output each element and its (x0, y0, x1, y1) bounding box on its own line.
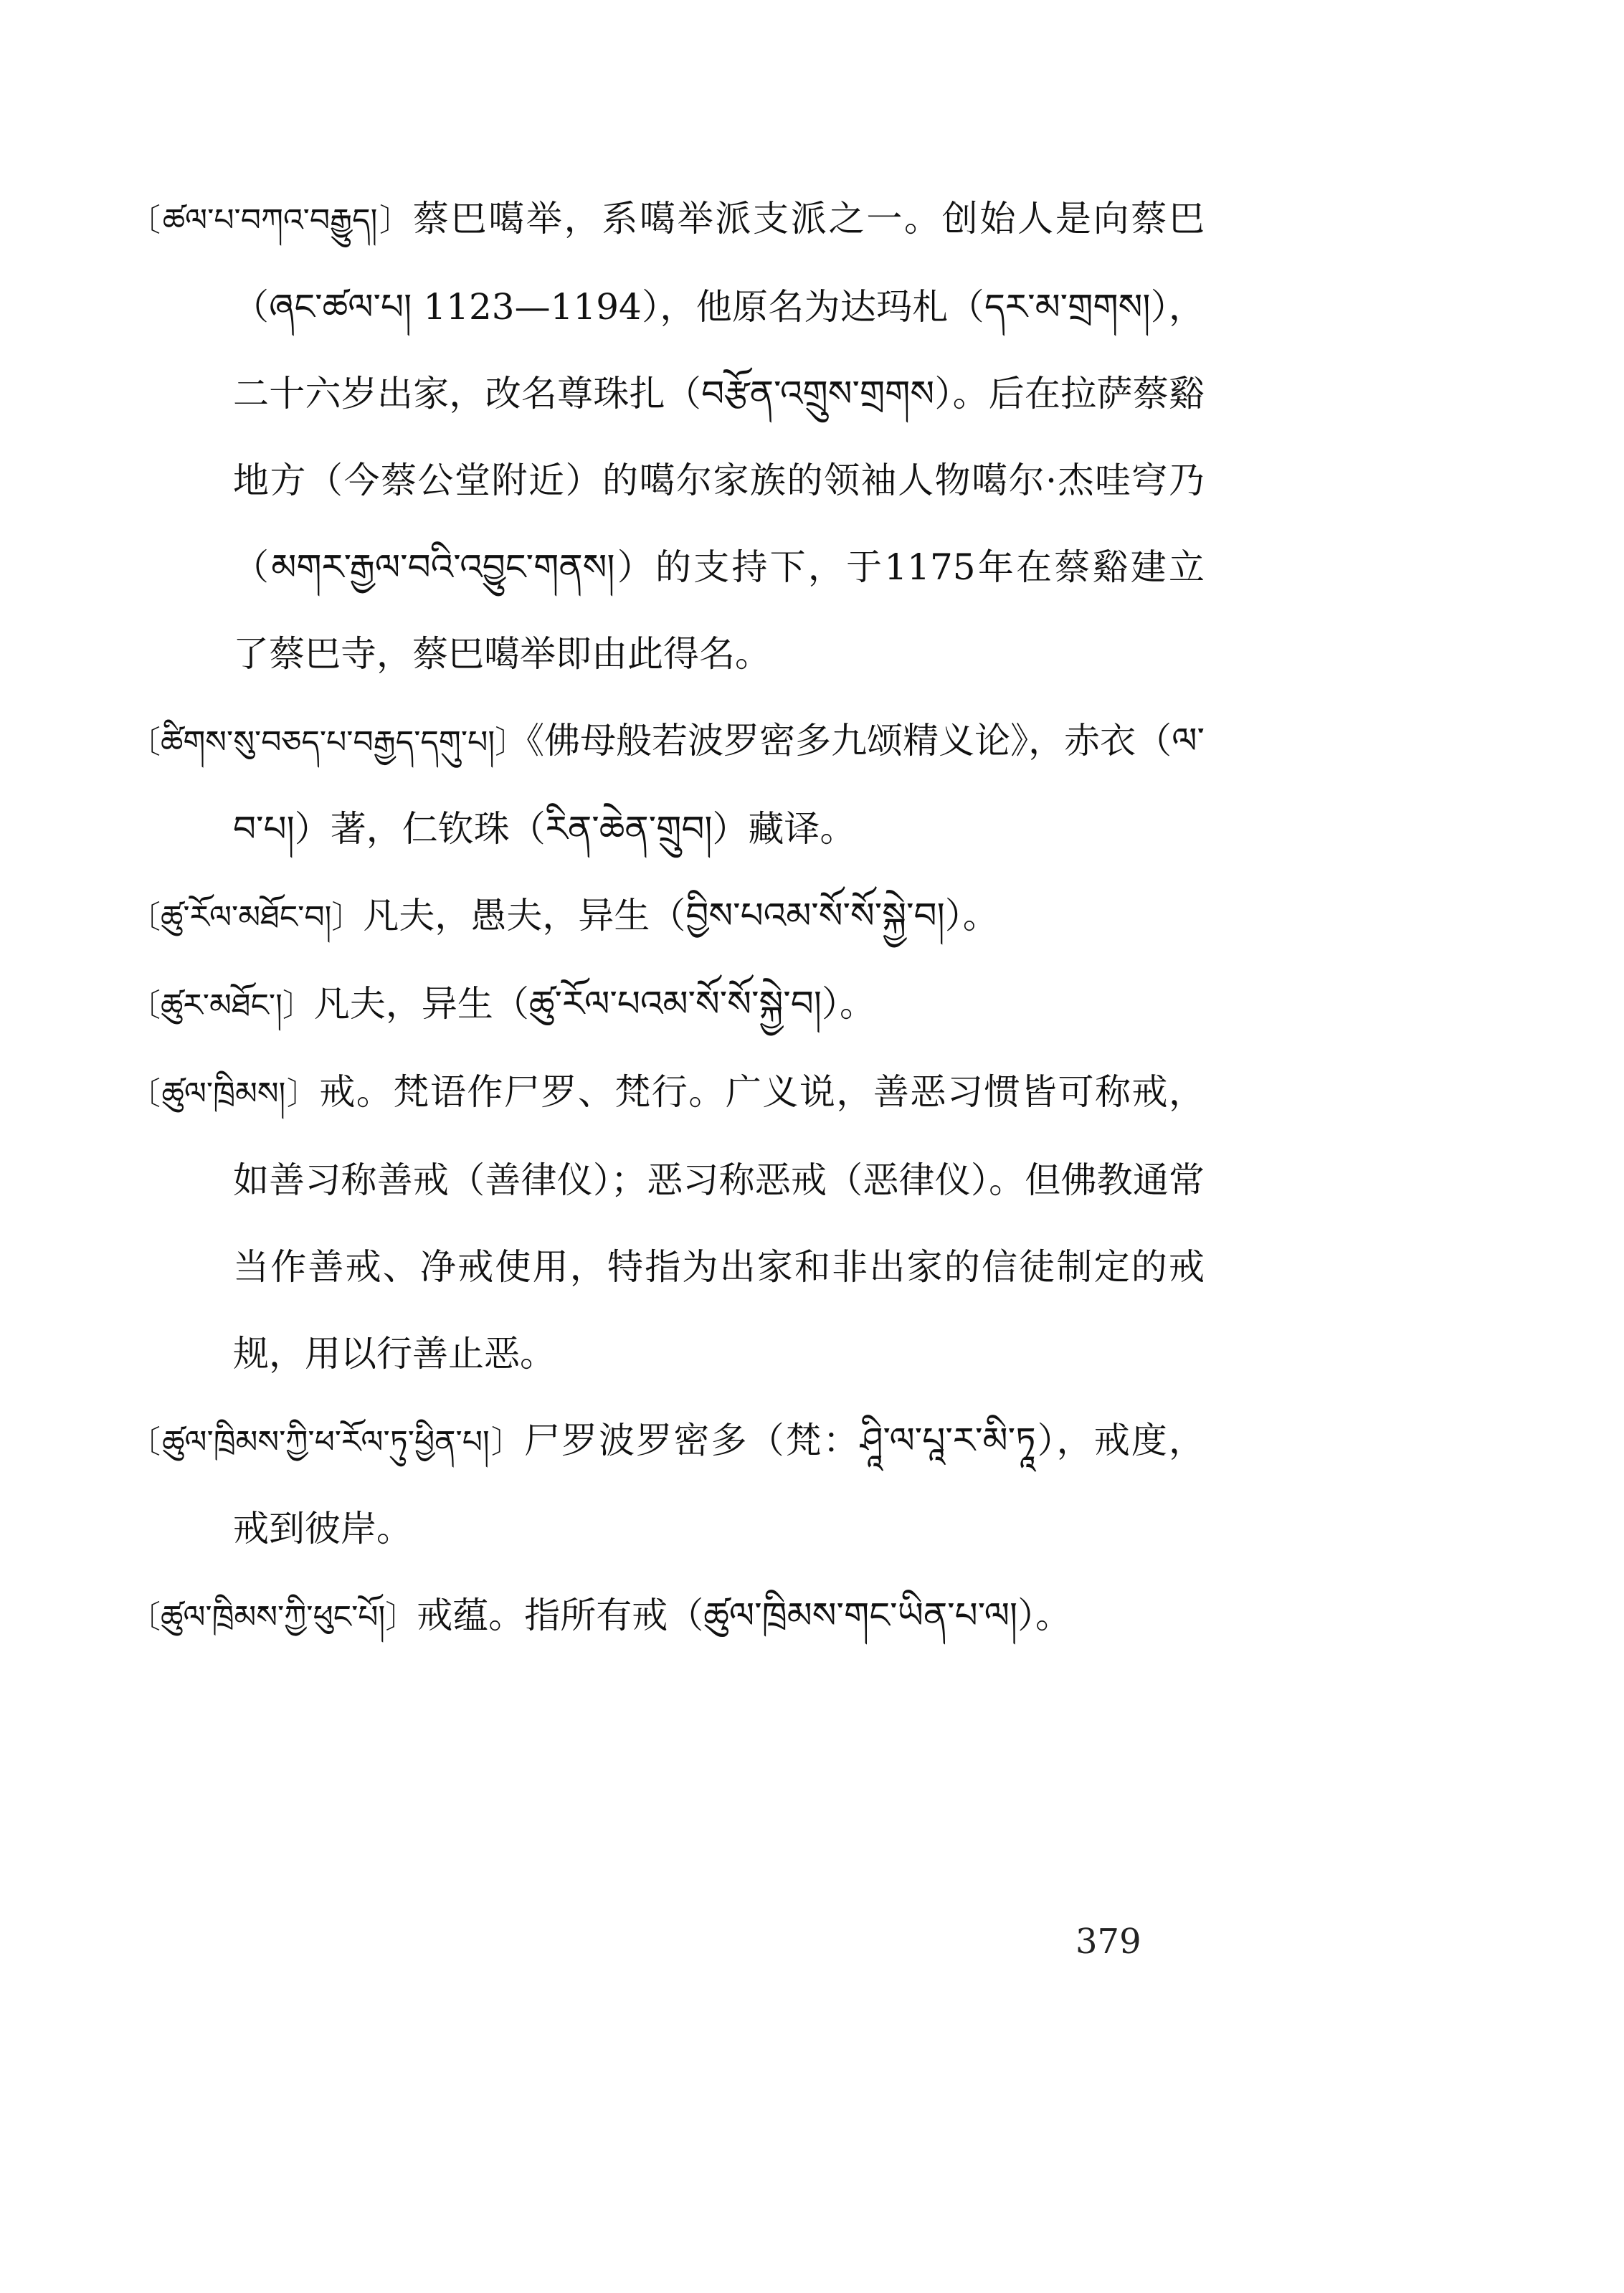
entry-definition: 戒。梵语作尸罗、梵行。广义说，善恶习惯皆可称戒，如善习称善戒（善律仪）；恶习称恶戒（恶律仪）。但佛教通常当作善戒、净戒使用，特指为出家和非出家的信徒制定的戒规，用以行善止恶。 (233, 1071, 1205, 1375)
entry-definition: 尸罗波罗密多（梵：ཤཱི་ལ་པཱ་ར་མི་ཏཱ），戒度，戒到彼岸。 (233, 1420, 1205, 1549)
entry-tshu-rol-mthong-ba (129, 873, 1205, 961)
entry-sila-skandha (129, 1572, 1205, 1661)
entry-tshul-khrims (129, 1049, 1205, 1397)
entry-tshur-mthong (129, 961, 1205, 1049)
entry-definition: 戒蕴。指所有戒（ཚུལ་ཁྲིམས་གང་ཡིན་པ་ལ།）。 (417, 1595, 1072, 1636)
entry-list (129, 176, 1205, 1661)
entry-definition: 蔡巴噶举，系噶举派支派之一。创始人是向蔡巴（ཞང་ཚལ་པ། 1123—1194），他原名为达玛札（དར་མ་གྲགས།），二十六岁出家，改名尊珠扎（བརྩོན་འགྲུས་གྲགས）。后在拉萨蔡谿地方（今蔡公堂附近）的噶尔家族的领袖人物噶尔·杰哇穹乃（མགར་རྒྱལ་བའི་འབྱུང་གནས།）的支持下，于1175年在蔡谿建立了蔡巴寺，蔡巴噶举即由此得名。 (233, 198, 1205, 675)
entry-term: 〔ཚལ་པ་བཀའ་བརྒྱུད།〕 (129, 202, 413, 239)
entry-nine-verses (129, 698, 1205, 873)
entry-term: 〔ཚུལ་ཁྲིམས་ཀྱི་ཕ་རོལ་ཏུ་ཕྱིན་པ།〕 (129, 1424, 524, 1461)
entry-definition: 《佛母般若波罗密多九颂精义论》，赤衣（ལ་བ་པ།）著，仁钦珠（རིན་ཆེན་གྲུབ།）藏译。 (233, 720, 1205, 850)
entry-term: 〔ཚུར་མཐོང་།〕 (129, 987, 314, 1024)
page-number: 379 (1075, 1922, 1141, 1962)
entry-term: 〔ཚུ་རོལ་མཐོང་བ།〕 (129, 899, 364, 936)
entry-tshal-pa-kagyu (129, 176, 1205, 698)
entry-definition: 凡夫，愚夫，异生（བྱིས་པའམ་སོ་སོ་སྐྱེ་བ།）。 (363, 895, 999, 936)
entry-definition: 凡夫，异生（ཚུ་རོལ་པའམ་སོ་སོ་སྐྱེ་བ།）。 (313, 983, 875, 1025)
entry-sila-paramita (129, 1397, 1205, 1572)
entry-term: 〔ཚུལ་ཁྲིམས།〕 (129, 1076, 320, 1112)
entry-term: 〔ཚུལ་ཁྲིམས་ཀྱི་ཕུང་པོ།〕 (129, 1599, 417, 1636)
entry-term: 〔ཚིགས་སུ་བཅད་པ་བརྒྱད་དགུ་པ།〕 (129, 724, 527, 761)
